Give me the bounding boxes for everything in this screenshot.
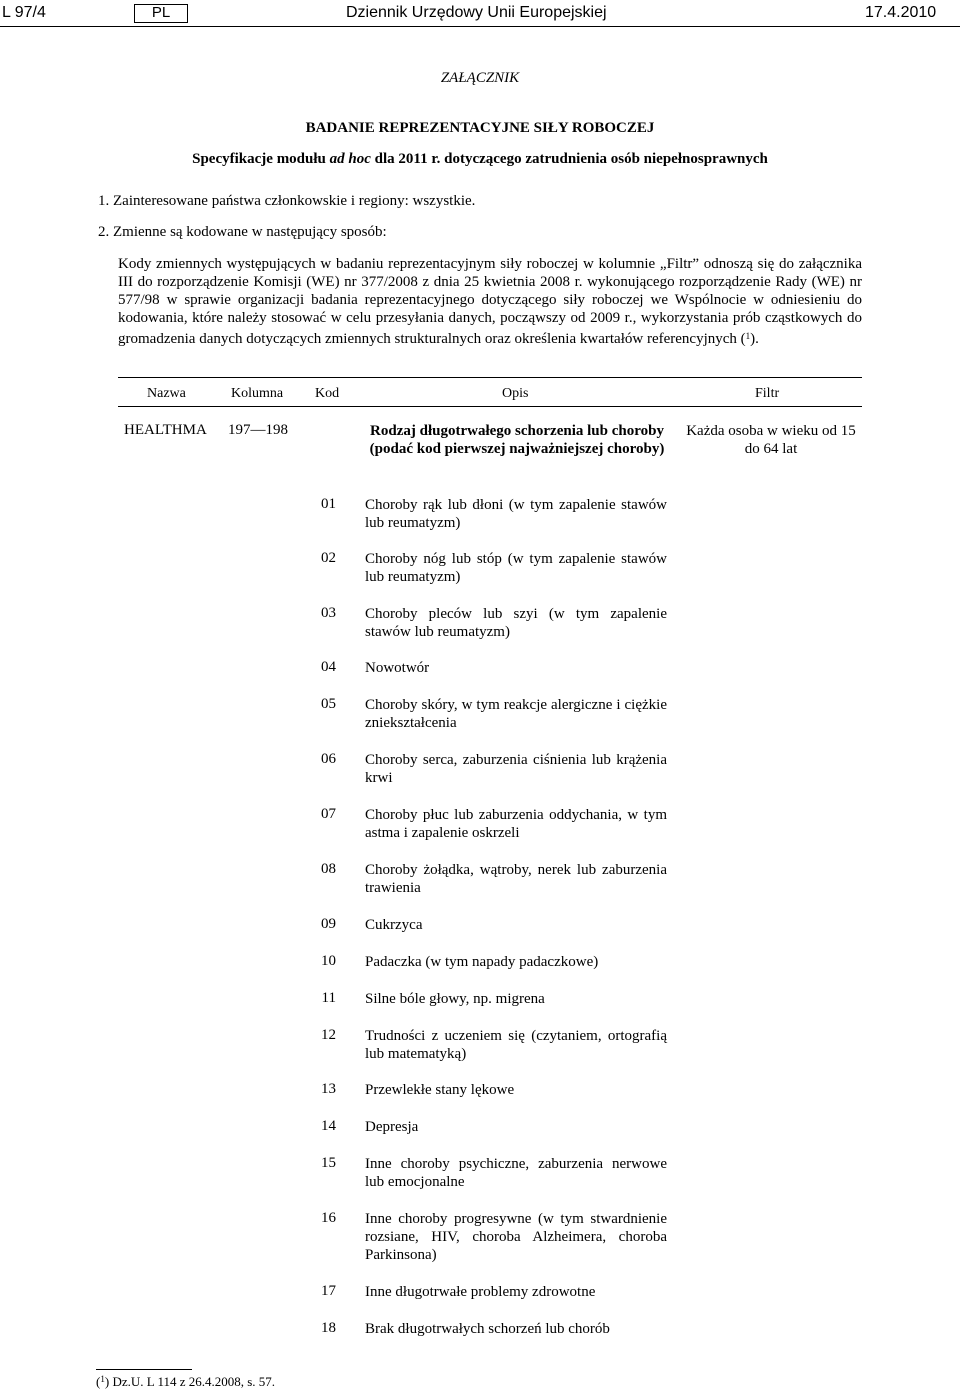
code-description: Nowotwór: [365, 660, 430, 676]
code-description: Choroby serca, zaburzenia ciśnienia lub krążenia krwi: [365, 752, 667, 786]
code-value: 12: [321, 1027, 336, 1043]
code-description: Przewlekłe stany lękowe: [365, 1082, 515, 1098]
journal-name: Dziennik Urzędowy Unii Europejskiej: [346, 4, 607, 21]
code-description: Trudności z uczeniem się (czytaniem, ortografią lub matematyką): [365, 1028, 667, 1062]
variable-description: Rodzaj długotrwałego schorzenia lub choroby (podać kod pierwszej najważniejszej choroby): [369, 423, 665, 457]
footnote: ($^1$) Dz.U. L 114 z 26.4.2008, s. 57.: [96, 1374, 276, 1389]
code-value: 16: [321, 1210, 336, 1226]
column-header-opis: Opis: [502, 386, 529, 401]
intro-paragraph: Kody zmiennych występujących w badaniu reprezentacyjnym siły roboczej w kolumnie „Filtr” odnoszą się do załącznika III do rozporządzenie Komisji (WE) nr 377/2008 z dnia 25 kwietnia 2008 r. wykonującego rozporządzenie Rady (WE) nr 577/98 w sprawie organizacji badania reprezentacyjnego dotyczącego siły roboczej we Wspólnocie w odniesieniu do kodowania, które należy stosować w celu przesyłania danych, począwszy od 2009 r., wykorzystania prób cząstkowych do gromadzenia danych dotyczących zmiennych strukturalnych oraz określenia kwartałów referencyjnych ($^1$).: [118, 256, 862, 347]
code-description: Silne bóle głowy, np. migrena: [365, 991, 545, 1007]
code-value: 17: [321, 1283, 336, 1299]
page-reference: L 97/4: [2, 4, 46, 21]
code-value: 13: [321, 1081, 336, 1097]
header-rule: [0, 26, 960, 27]
variable-name: HEALTHMA: [124, 422, 207, 438]
column-header-filtr: Filtr: [755, 386, 780, 401]
code-description: Choroby płuc lub zaburzenia oddychania, w tym astma i zapalenie oskrzeli: [365, 807, 667, 841]
variable-filter: Każda osoba w wieku od 15 do 64 lat: [686, 423, 856, 457]
footnote-reference: 1: [745, 331, 751, 341]
column-header-nazwa: Nazwa: [147, 386, 186, 401]
code-description: Choroby nóg lub stóp (w tym zapalenie stawów lub reumatyzm): [365, 551, 667, 585]
code-description: Choroby żołądka, wątroby, nerek lub zaburzenia trawienia: [365, 862, 667, 896]
language-code-box: PL: [134, 4, 188, 23]
table-top-rule: [118, 377, 862, 378]
code-description: Cukrzyca: [365, 917, 423, 933]
variable-column: 197—198: [228, 422, 288, 438]
point-2: 2. Zmienne są kodowane w następujący sposób:: [98, 224, 387, 240]
code-description: Inne choroby progresywne (w tym stwardnienie rozsiane, HIV, choroba Alzheimera, choroba Parkinsona): [365, 1211, 667, 1263]
code-description: Choroby pleców lub szyi (w tym zapalenie stawów lub reumatyzm): [365, 606, 667, 640]
code-description: Depresja: [365, 1119, 419, 1135]
code-value: 04: [321, 659, 336, 675]
code-value: 18: [321, 1320, 336, 1336]
code-value: 15: [321, 1155, 336, 1171]
column-header-kolumna: Kolumna: [231, 386, 284, 401]
code-value: 07: [321, 806, 336, 822]
code-value: 06: [321, 751, 336, 767]
code-value: 01: [321, 496, 336, 512]
page-header: [0, 4, 960, 28]
document-subtitle: Specyfikacje modułu ad hoc dla 2011 r. dotyczącego zatrudnienia osób niepełnosprawnych: [192, 151, 768, 167]
code-value: 02: [321, 550, 336, 566]
code-description: Padaczka (w tym napady padaczkowe): [365, 954, 599, 970]
code-value: 10: [321, 953, 336, 969]
code-value: 11: [321, 990, 336, 1006]
code-description: Choroby skóry, w tym reakcje alergiczne i ciężkie zniekształcenia: [365, 697, 667, 731]
publication-date: 17.4.2010: [865, 4, 937, 21]
code-value: 08: [321, 861, 336, 877]
code-description: Brak długotrwałych schorzeń lub chorób: [365, 1321, 610, 1337]
annex-label: ZAŁĄCZNIK: [440, 70, 520, 86]
table-header-rule: [118, 406, 862, 407]
code-description: Inne choroby psychiczne, zaburzenia nerwowe lub emocjonalne: [365, 1156, 667, 1190]
code-description: Choroby rąk lub dłoni (w tym zapalenie stawów lub reumatyzm): [365, 497, 667, 531]
code-value: 14: [321, 1118, 336, 1134]
code-value: 05: [321, 696, 336, 712]
code-description: Inne długotrwałe problemy zdrowotne: [365, 1284, 596, 1300]
footnote-rule: [96, 1369, 192, 1370]
code-value: 09: [321, 916, 336, 932]
point-1: 1. Zainteresowane państwa członkowskie i regiony: wszystkie.: [98, 193, 476, 209]
column-header-kod: Kod: [315, 386, 340, 401]
code-value: 03: [321, 605, 336, 621]
document-title: BADANIE REPREZENTACYJNE SIŁY ROBOCZEJ: [305, 120, 655, 136]
